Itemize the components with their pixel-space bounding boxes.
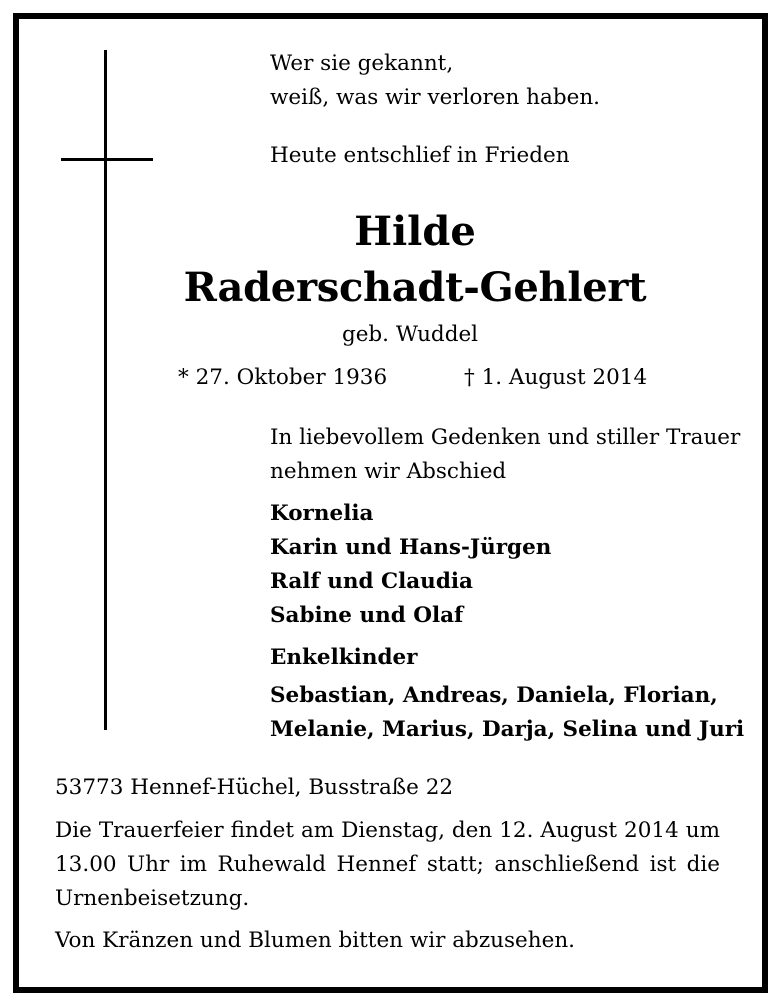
address: 53773 Hennef-Hüchel, Busstraße 22 <box>55 775 454 800</box>
mourning-text <box>270 421 740 489</box>
birth-name: geb. Wuddel <box>341 322 479 347</box>
grandchildren-block <box>270 641 744 747</box>
cross-icon-horizontal <box>61 158 153 161</box>
memorial-verse <box>270 47 600 115</box>
ceremony-details: Die Trauerfeier findet am Dienstag, den 12. August 2014 um 13.00 Uhr im Ruhewald Hennef statt; anschließend ist die Urnenbeisetzung. <box>55 818 720 911</box>
mourning-line: In liebevollem Gedenken und stiller Trauer <box>270 425 741 450</box>
family-member: Sabine und Olaf <box>270 603 464 628</box>
verse-line: weiß, was wir verloren haben. <box>270 85 600 110</box>
grandchildren-names: Melanie, Marius, Darja, Selina und Juri <box>270 717 745 742</box>
cross-icon-vertical <box>104 50 107 730</box>
family-list <box>270 497 551 633</box>
deceased-first-name: Hilde <box>354 208 476 255</box>
grandchildren-names: Sebastian, Andreas, Daniela, Florian, <box>270 683 718 708</box>
mourning-line: nehmen wir Abschied <box>270 459 507 484</box>
grandchildren-heading: Enkelkinder <box>270 645 418 670</box>
family-member: Karin und Hans-Jürgen <box>270 535 552 560</box>
verse-line: Wer sie gekannt, <box>270 51 454 76</box>
birth-date: * 27. Oktober 1936 <box>178 365 388 390</box>
intro-text: Heute entschlief in Frieden <box>270 143 570 168</box>
deceased-last-name: Raderschadt-Gehlert <box>183 264 647 311</box>
flowers-note: Von Kränzen und Blumen bitten wir abzusehen. <box>55 928 575 953</box>
death-date: † 1. August 2014 <box>464 365 648 390</box>
family-member: Kornelia <box>270 501 374 526</box>
family-member: Ralf und Claudia <box>270 569 473 594</box>
